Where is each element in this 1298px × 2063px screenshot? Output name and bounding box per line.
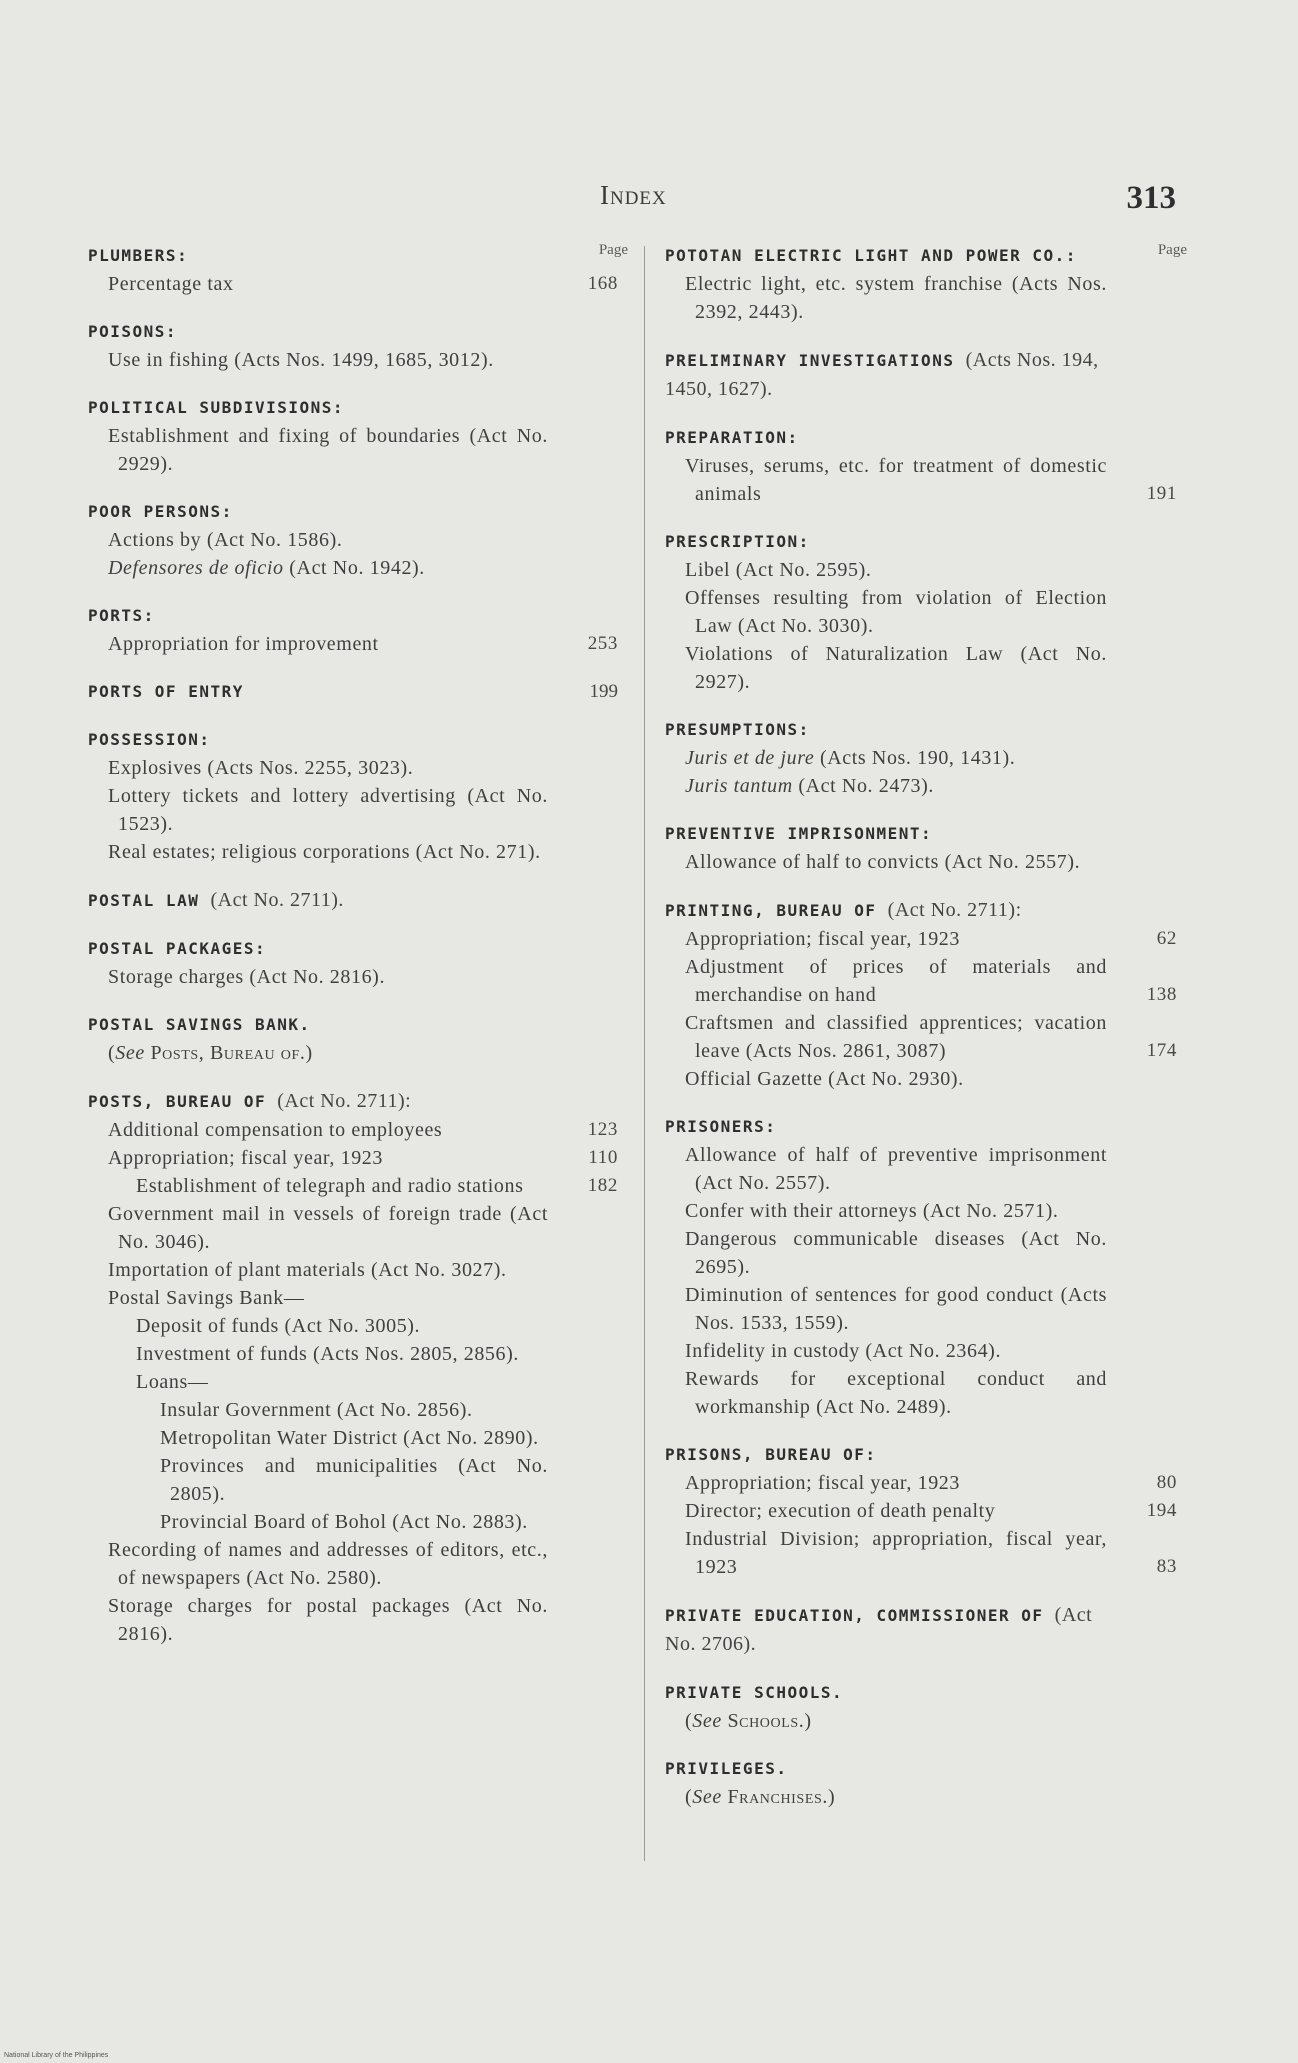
index-subentry xyxy=(665,1009,1177,1065)
index-subentry-text: Electric light, etc. system franchise (Acts Nos. 2392, 2443). xyxy=(685,273,1107,323)
index-subentry xyxy=(88,838,618,866)
index-entry xyxy=(88,886,618,915)
index-heading-text: POISONS: xyxy=(88,322,178,341)
index-heading-note: (Act No. 2706). xyxy=(665,1604,1093,1655)
index-heading xyxy=(665,1679,1177,1707)
left-column xyxy=(88,242,628,1668)
index-heading-text: PRISONS, BUREAU OF: xyxy=(665,1445,877,1464)
index-heading-text: PORTS: xyxy=(88,606,155,625)
page-reference: 138 xyxy=(1146,984,1177,1005)
column-divider xyxy=(644,246,645,1861)
index-subentry-text: Investment of funds (Acts Nos. 2805, 2856). xyxy=(136,1343,519,1365)
index-entry xyxy=(665,528,1177,696)
index-entry xyxy=(665,1679,1177,1735)
index-subentry xyxy=(88,1452,618,1508)
page-reference: 62 xyxy=(1156,928,1177,949)
page-reference: 174 xyxy=(1146,1040,1177,1061)
index-heading-text: POSTAL LAW xyxy=(88,891,200,910)
index-subentry-text: Craftsmen and classified apprentices; vacation leave (Acts Nos. 2861, 3087) xyxy=(685,1012,1107,1062)
index-heading-text: PRIVATE EDUCATION, COMMISSIONER OF xyxy=(665,1606,1044,1625)
index-subentry-text: Confer with their attorneys (Act No. 2571). xyxy=(685,1200,1059,1222)
index-entry xyxy=(88,935,618,991)
index-heading-text: PRIVATE SCHOOLS. xyxy=(665,1683,844,1702)
index-entry xyxy=(665,1113,1177,1421)
index-subentry xyxy=(88,1508,618,1536)
index-heading-text: PLUMBERS: xyxy=(88,246,189,265)
index-entry xyxy=(88,498,618,582)
index-subentry xyxy=(665,1497,1177,1525)
index-heading xyxy=(88,1087,618,1116)
index-subentry xyxy=(88,270,618,298)
index-subentry xyxy=(665,640,1177,696)
index-subentry xyxy=(665,744,1177,772)
index-heading-text: POLITICAL SUBDIVISIONS: xyxy=(88,398,345,417)
index-heading xyxy=(665,528,1177,556)
index-subentry-italic: Juris et de jure xyxy=(685,747,815,769)
page-reference: 80 xyxy=(1156,1472,1177,1493)
index-subentry-text: (Act No. 2473). xyxy=(792,775,935,797)
index-subentry-text: Recording of names and addresses of editors, etc., of newspapers (Act No. 2580). xyxy=(108,1539,548,1589)
index-subentry xyxy=(665,1469,1177,1497)
index-subentry xyxy=(88,422,618,478)
index-subentry xyxy=(88,1116,618,1144)
index-subentry xyxy=(665,772,1177,800)
index-entry xyxy=(665,716,1177,800)
index-entry xyxy=(88,726,618,866)
index-subentry-text: Rewards for exceptional conduct and workmanship (Act No. 2489). xyxy=(685,1368,1107,1418)
index-subentry xyxy=(88,1200,618,1256)
index-subentry-italic: Defensores de oficio xyxy=(108,557,284,579)
index-heading-text: PREPARATION: xyxy=(665,428,799,447)
index-subentry-text: Provinces and municipalities (Act No. 2805). xyxy=(160,1455,548,1505)
index-subentry-text: Appropriation; fiscal year, 1923 xyxy=(108,1147,383,1169)
index-entry xyxy=(88,602,618,658)
running-head xyxy=(0,180,1298,220)
index-subentry xyxy=(665,1337,1177,1365)
index-subentry-text: Use in fishing (Acts Nos. 1499, 1685, 3012). xyxy=(108,349,494,371)
index-heading xyxy=(665,1601,1177,1659)
index-heading xyxy=(665,1441,1177,1469)
index-subentry-text: Establishment and fixing of boundaries (Act No. 2929). xyxy=(108,425,548,475)
see-reference-label: See xyxy=(692,1786,722,1808)
index-heading-text: POSTS, BUREAU OF xyxy=(88,1092,267,1111)
index-heading xyxy=(88,602,618,630)
index-subentry xyxy=(88,754,618,782)
index-heading xyxy=(88,886,618,915)
index-subentry xyxy=(665,1525,1177,1581)
index-subentry xyxy=(88,1368,618,1396)
index-subentry-text: Infidelity in custody (Act No. 2364). xyxy=(685,1340,1002,1362)
index-subentry xyxy=(88,1536,618,1592)
footer-credit: National Library of the Philippines xyxy=(4,2052,109,2059)
page-column-label: Page xyxy=(1157,242,1187,258)
index-heading xyxy=(88,498,618,526)
index-subentry xyxy=(665,452,1177,508)
index-subentry xyxy=(88,630,618,658)
index-subentry xyxy=(665,953,1177,1009)
index-heading xyxy=(665,716,1177,744)
index-heading-note: (Acts Nos. 194, 1450, 1627). xyxy=(665,349,1099,400)
index-subentry-text: Industrial Division; appropriation, fiscal year, 1923 xyxy=(685,1528,1107,1578)
index-subentry xyxy=(665,1141,1177,1197)
index-subentry-text: Storage charges (Act No. 2816). xyxy=(108,966,386,988)
index-heading xyxy=(665,424,1177,452)
index-entry xyxy=(88,1087,618,1648)
index-heading-text: POTOTAN ELECTRIC LIGHT AND POWER CO.: xyxy=(665,246,1077,265)
index-entry xyxy=(665,242,1177,326)
index-subentry: (See Schools.) xyxy=(685,1710,812,1732)
index-subentry: (See Franchises.) xyxy=(685,1786,836,1808)
index-entry xyxy=(665,1441,1177,1581)
index-subentry-text: Dangerous communicable diseases (Act No. 2695). xyxy=(685,1228,1107,1278)
index-subentry xyxy=(88,1284,618,1312)
page-reference: 182 xyxy=(587,1175,618,1196)
index-heading-text: PORTS OF ENTRY xyxy=(88,682,244,701)
index-subentry-text: (Acts Nos. 190, 1431). xyxy=(814,747,1016,769)
index-entry xyxy=(88,318,618,374)
index-subentry xyxy=(88,1424,618,1452)
index-entry xyxy=(665,1601,1177,1659)
index-subentry xyxy=(665,1065,1177,1093)
index-heading-text: PRESCRIPTION: xyxy=(665,532,810,551)
index-subentry xyxy=(665,584,1177,640)
index-subentry xyxy=(88,782,618,838)
see-reference-target: Posts, Bureau of. xyxy=(150,1042,306,1064)
index-subentry xyxy=(665,556,1177,584)
index-subentry-text: Allowance of half to convicts (Act No. 2557). xyxy=(685,851,1081,873)
index-subentry xyxy=(88,1172,618,1200)
page-reference: 123 xyxy=(587,1119,618,1140)
index-subentry xyxy=(88,1592,618,1648)
index-subentry xyxy=(665,1197,1177,1225)
index-heading xyxy=(665,242,1177,270)
page-reference: 199 xyxy=(589,681,618,702)
index-heading xyxy=(88,678,618,706)
index-subentry-text: Insular Government (Act No. 2856). xyxy=(160,1399,473,1421)
right-column xyxy=(665,242,1187,1831)
index-heading-text: POSTAL SAVINGS BANK. xyxy=(88,1015,311,1034)
index-subentry xyxy=(665,1365,1177,1421)
index-subentry-text: Establishment of telegraph and radio stations xyxy=(136,1175,524,1197)
page-title: Index xyxy=(600,180,667,210)
page-number: 313 xyxy=(1126,180,1176,216)
index-heading-text: PRIVILEGES. xyxy=(665,1759,788,1778)
index-subentry-italic: Juris tantum xyxy=(685,775,793,797)
index-heading-note: (Act No. 2711): xyxy=(887,899,1022,921)
index-heading xyxy=(88,394,618,422)
index-heading-text: POSTAL PACKAGES: xyxy=(88,939,267,958)
index-heading-text: PRESUMPTIONS: xyxy=(665,720,810,739)
index-subentry-text: Official Gazette (Act No. 2930). xyxy=(685,1068,964,1090)
index-subentry xyxy=(665,925,1177,953)
index-entry xyxy=(665,346,1177,404)
index-heading-text: PRISONERS: xyxy=(665,1117,777,1136)
page-column-label: Page xyxy=(598,242,628,258)
index-subentry-text: Appropriation; fiscal year, 1923 xyxy=(685,1472,960,1494)
index-entry xyxy=(665,424,1177,508)
page-reference: 194 xyxy=(1146,1500,1177,1521)
index-subentry xyxy=(88,1312,618,1340)
index-subentry-text: Director; execution of death penalty xyxy=(685,1500,996,1522)
index-subentry xyxy=(88,963,618,991)
index-entry xyxy=(88,242,618,298)
index-subentry-text: Postal Savings Bank— xyxy=(108,1287,305,1309)
index-subentry-text: Metropolitan Water District (Act No. 2890). xyxy=(160,1427,539,1449)
index-heading-text: PRELIMINARY INVESTIGATIONS xyxy=(665,351,955,370)
see-reference-target: Franchises. xyxy=(727,1786,828,1808)
index-heading-text: PRINTING, BUREAU OF xyxy=(665,901,877,920)
page-reference: 253 xyxy=(587,633,618,654)
index-entry xyxy=(88,394,618,478)
index-heading xyxy=(665,820,1177,848)
index-heading xyxy=(665,346,1177,404)
index-subentry xyxy=(665,1225,1177,1281)
index-heading xyxy=(665,896,1177,925)
index-subentry-text: Adjustment of prices of materials and merchandise on hand xyxy=(685,956,1107,1006)
index-heading-text: PREVENTIVE IMPRISONMENT: xyxy=(665,824,933,843)
index-subentry-text: Allowance of half of preventive imprisonment (Act No. 2557). xyxy=(685,1144,1107,1194)
index-subentry-text: Libel (Act No. 2595). xyxy=(685,559,872,581)
index-subentry-text: (Act No. 1942). xyxy=(283,557,425,579)
index-subentry-text: Additional compensation to employees xyxy=(108,1119,443,1141)
index-subentry xyxy=(88,526,618,554)
index-subentry-text: Explosives (Acts Nos. 2255, 3023). xyxy=(108,757,414,779)
index-subentry-text: Government mail in vessels of foreign trade (Act No. 3046). xyxy=(108,1203,548,1253)
page-reference: 83 xyxy=(1156,1556,1177,1577)
index-subentry-text: Diminution of sentences for good conduct (Acts Nos. 1533, 1559). xyxy=(685,1284,1107,1334)
page-reference: 110 xyxy=(588,1147,618,1168)
index-heading-note: (Act No. 2711): xyxy=(277,1090,412,1112)
index-subentry xyxy=(665,1281,1177,1337)
index-subentry xyxy=(88,1256,618,1284)
index-subentry-text: Actions by (Act No. 1586). xyxy=(108,529,343,551)
index-subentry-text: Deposit of funds (Act No. 3005). xyxy=(136,1315,421,1337)
index-entry xyxy=(665,1755,1177,1811)
index-heading xyxy=(88,935,618,963)
index-subentry-text: Violations of Naturalization Law (Act No. 2927). xyxy=(685,643,1107,693)
index-subentry xyxy=(88,346,618,374)
index-entry xyxy=(88,678,618,706)
index-subentry xyxy=(88,1340,618,1368)
index-entry xyxy=(88,1011,618,1067)
index-subentry xyxy=(665,270,1177,326)
index-subentry-text: Percentage tax xyxy=(108,273,234,295)
index-subentry-text: Loans— xyxy=(136,1371,209,1393)
index-heading xyxy=(88,318,618,346)
index-entry xyxy=(665,896,1177,1093)
index-heading xyxy=(88,726,618,754)
index-entry xyxy=(665,820,1177,876)
index-subentry-text: Provincial Board of Bohol (Act No. 2883). xyxy=(160,1511,528,1533)
see-reference-label: See xyxy=(115,1042,145,1064)
index-subentry xyxy=(665,848,1177,876)
index-subentry xyxy=(88,1144,618,1172)
index-subentry: (See Posts, Bureau of.) xyxy=(108,1042,313,1064)
index-subentry xyxy=(88,554,618,582)
index-subentry-text: Appropriation; fiscal year, 1923 xyxy=(685,928,960,950)
index-subentry-text: Lottery tickets and lottery advertising (Act No. 1523). xyxy=(108,785,548,835)
index-subentry-text: Real estates; religious corporations (Act No. 271). xyxy=(108,841,541,863)
index-subentry-text: Storage charges for postal packages (Act No. 2816). xyxy=(108,1595,548,1645)
index-heading-text: POSSESSION: xyxy=(88,730,211,749)
index-subentry-text: Offenses resulting from violation of Election Law (Act No. 3030). xyxy=(685,587,1107,637)
page-reference: 168 xyxy=(587,273,618,294)
index-heading xyxy=(665,1113,1177,1141)
index-heading-text: POOR PERSONS: xyxy=(88,502,233,521)
see-reference-label: See xyxy=(692,1710,722,1732)
page-reference: 191 xyxy=(1146,483,1177,504)
index-heading-note: (Act No. 2711). xyxy=(210,889,344,911)
see-reference-target: Schools. xyxy=(727,1710,805,1732)
index-subentry-text: Importation of plant materials (Act No. 3027). xyxy=(108,1259,507,1281)
index-heading xyxy=(665,1755,1177,1783)
index-heading xyxy=(88,242,618,270)
index-subentry-text: Viruses, serums, etc. for treatment of domestic animals xyxy=(685,455,1107,505)
index-heading xyxy=(88,1011,618,1039)
index-subentry-text: Appropriation for improvement xyxy=(108,633,379,655)
index-subentry xyxy=(88,1396,618,1424)
